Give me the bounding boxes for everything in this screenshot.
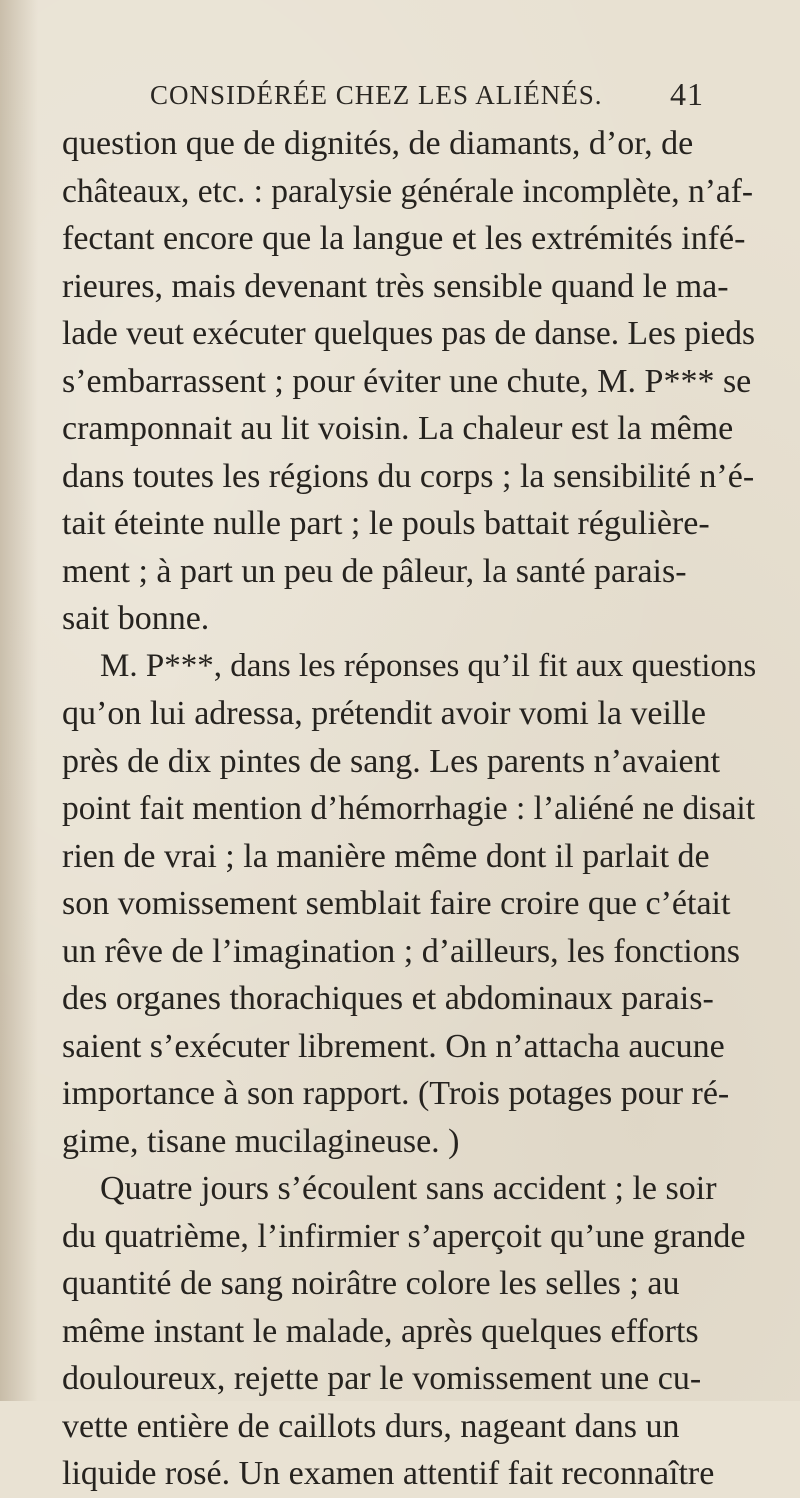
text-line: gime, tisane mucilagineuse. ) [62, 1122, 460, 1160]
text-line-paragraph-start: M. P***, dans les réponses qu’il fit aux questions [100, 647, 757, 684]
text-line: sait bonne. [62, 600, 210, 637]
text-line: du quatrième, l’infirmier s’aperçoit qu’une grande [62, 1217, 746, 1255]
text-line: tait éteinte nulle part ; le pouls battait régulière- [62, 505, 710, 542]
text-line: fectant encore que la langue et les extrémités infé- [62, 220, 746, 257]
text-line: point fait mention d’hémorrhagie : l’aliéné ne disait [62, 790, 756, 827]
text-line: douloureux, rejette par le vomissement une cu- [62, 1360, 702, 1397]
text-line: des organes thorachiques et abdominaux parais- [62, 980, 714, 1017]
text-line: son vomissement semblait faire croire que c’était [62, 885, 731, 922]
text-line: ment ; à part un peu de pâleur, la santé parais- [62, 552, 687, 590]
text-line: cramponnait au lit voisin. La chaleur est la même [62, 410, 734, 447]
text-line: châteaux, etc. : paralysie générale incomplète, n’af- [62, 172, 754, 210]
text-line: un rêve de l’imagination ; d’ailleurs, les fonctions [62, 932, 740, 970]
text-line: qu’on lui adressa, prétendit avoir vomi la veille [62, 695, 706, 732]
running-title: CONSIDÉRÉE CHEZ LES ALIÉNÉS. [150, 80, 603, 110]
text-line: importance à son rapport. (Trois potages pour ré- [62, 1075, 730, 1112]
page-header [150, 76, 750, 112]
text-line: lade veut exécuter quelques pas de danse. Les pieds [62, 315, 755, 352]
page-gutter-shadow [0, 0, 38, 1401]
text-line: rien de vrai ; la manière même dont il parlait de [62, 837, 710, 875]
text-line: près de dix pintes de sang. Les parents n’avaient [62, 742, 721, 780]
text-line: s’embarrassent ; pour éviter une chute, M. P*** se [62, 362, 752, 400]
text-line: quantité de sang noirâtre colore les selles ; au [62, 1265, 680, 1302]
text-line: même instant le malade, après quelques efforts [62, 1312, 699, 1350]
text-line: saient s’exécuter librement. On n’attacha aucune [62, 1027, 725, 1065]
text-line: question que de dignités, de diamants, d’or, de [62, 125, 694, 162]
text-line: rieures, mais devenant très sensible quand le ma- [62, 267, 729, 305]
text-line: vette entière de caillots durs, nageant dans un [62, 1407, 680, 1445]
text-line: liquide rosé. Un examen attentif fait reconnaître [62, 1455, 715, 1492]
text-line: dans toutes les régions du corps ; la sensibilité n’é- [62, 457, 755, 495]
text-line-paragraph-start: Quatre jours s’écoulent sans accident ; le soir [100, 1170, 717, 1207]
body-text [62, 120, 762, 1498]
page-number: 41 [670, 76, 704, 112]
